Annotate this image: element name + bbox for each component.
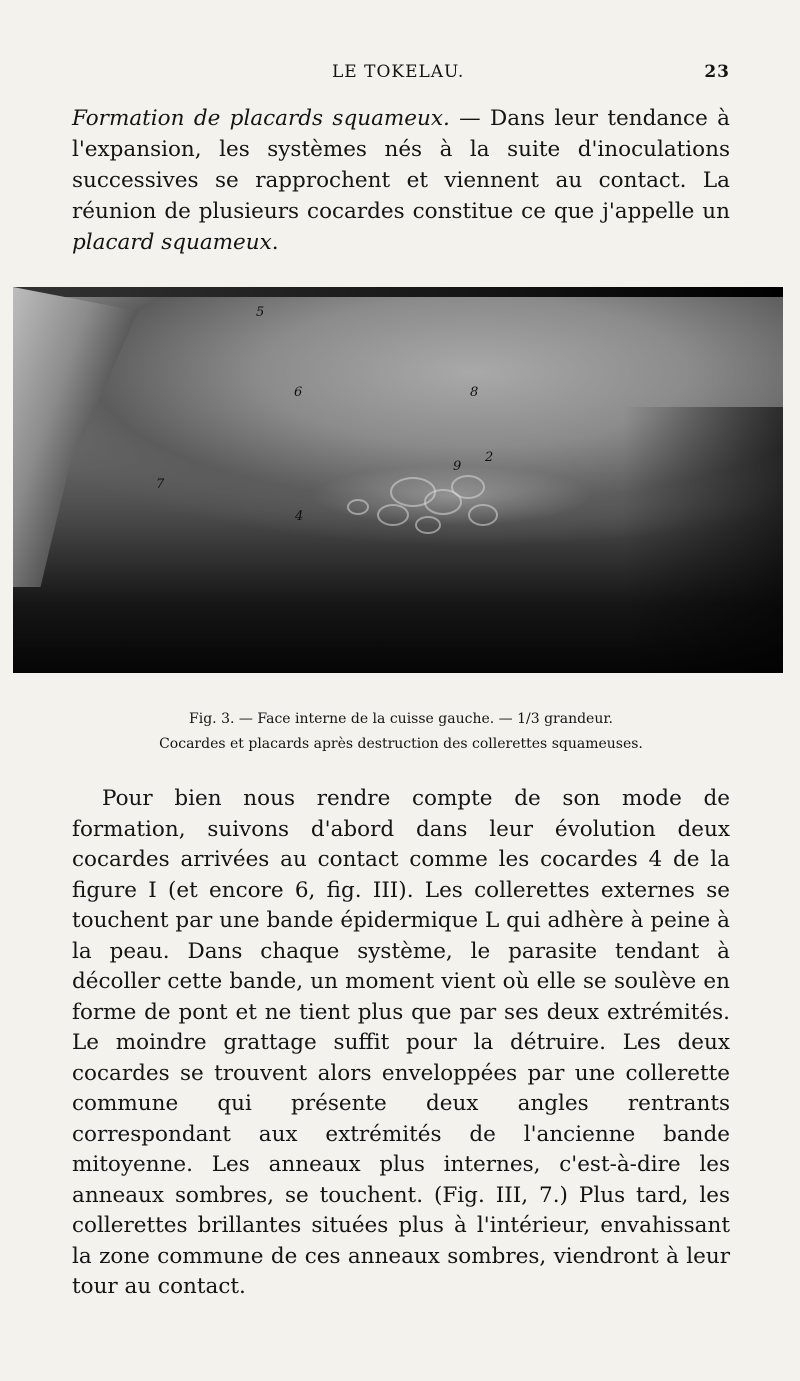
- intro-paragraph: [72, 103, 730, 258]
- figure-label: 2: [485, 450, 494, 465]
- page-number: 23: [704, 62, 730, 82]
- running-title: LE TOKELAU.: [332, 62, 465, 82]
- figure-label: 9: [453, 459, 462, 474]
- figure-caption: [72, 707, 730, 757]
- section-heading: Formation de placards squameux.: [72, 106, 450, 131]
- figure-label: 5: [256, 305, 265, 320]
- page-header: [72, 62, 730, 88]
- intro-text-end: .: [271, 230, 279, 255]
- figure-label: 8: [470, 385, 479, 400]
- figure-label: 4: [295, 509, 304, 524]
- defined-term: placard squameux: [72, 230, 272, 255]
- figure-label: 6: [294, 385, 303, 400]
- cocarde-rings: [13, 287, 783, 673]
- figure-photograph: [13, 287, 783, 673]
- body-paragraph: Pour bien nous rendre compte de son mode de formation, suivons d'abord dans leur évolution deux cocardes arrivées au contact comme les cocardes 4 de la figure I (et encore 6, fig. III). Les collerettes externes se touchent par une bande épidermique L qui adhère à peine à la peau. Dans chaque système, le parasite tendant à décoller cette bande, un moment vient où elle se soulève en forme de pont et ne tient plus que par ses deux extrémités. Le moindre grattage suffit pour la détruire. Les deux cocardes se trouvent alors enveloppées par une collerette commune qui présente deux angles rentrants correspondant aux extrémités de l'ancienne bande mitoyenne. Les anneaux plus internes, c'est-à-dire les anneaux sombres, se touchent. (Fig. III, 7.) Plus tard, les collerettes brillantes situées plus à l'intérieur, envahissant la zone commune de ces anneaux sombres, viendront à leur tour au contact.: [72, 786, 730, 1299]
- caption-line-1: Fig. 3. — Face interne de la cuisse gauche. — 1/3 grandeur.: [189, 711, 613, 727]
- figure-label: 7: [156, 477, 165, 492]
- caption-line-2: Cocardes et placards après destruction des collerettes squameuses.: [159, 736, 643, 752]
- intro-text: — Dans leur tendance à l'expansion, les systèmes nés à la suite d'inoculations successives se rapprochent et viennent au contact. La réunion de plusieurs cocardes constitue ce que j'appelle un: [72, 106, 730, 224]
